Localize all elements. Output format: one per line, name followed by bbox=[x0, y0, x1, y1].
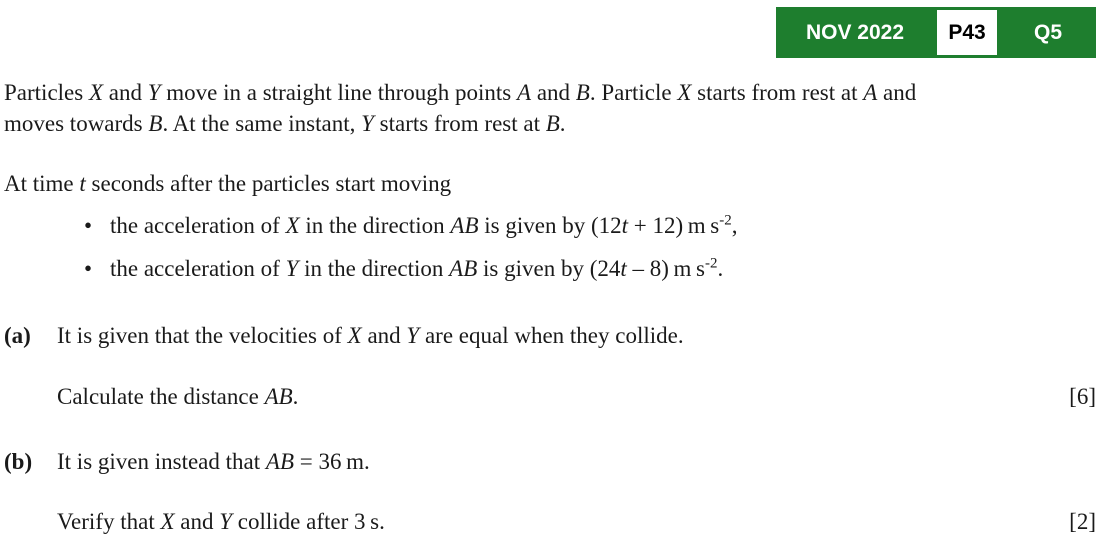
part-b-label: (b) bbox=[4, 449, 33, 474]
acceleration-x-item: the acceleration of X in the direction AB is given by (12t + 12) m $s^{-2}$, bbox=[110, 212, 738, 238]
part-a-label: (a) bbox=[4, 323, 31, 348]
part-b-instruction: Verify that X and Y collide after 3 s. bbox=[57, 509, 385, 534]
question-reference-tag bbox=[776, 7, 1096, 58]
part-a-instruction: Calculate the distance AB. bbox=[57, 384, 299, 409]
part-a-marks: [6] bbox=[1069, 384, 1096, 409]
time-statement: At time t seconds after the particles start moving bbox=[4, 171, 452, 196]
part-b-marks: [2] bbox=[1069, 509, 1096, 534]
bullet-icon: • bbox=[84, 213, 93, 238]
acceleration-y-item: the acceleration of Y in the direction AB is given by (24t – 8) m $s^{-2}$. bbox=[110, 255, 724, 281]
exam-session-label: NOV 2022 bbox=[776, 7, 934, 58]
bullet-icon: • bbox=[84, 256, 93, 281]
part-a-question: It is given that the velocities of X and Y are equal when they collide. bbox=[57, 323, 684, 348]
part-b-question: It is given instead that AB = 36 m. bbox=[57, 449, 370, 474]
intro-line-2: moves towards B. At the same instant, Y starts from rest at B. bbox=[4, 111, 566, 136]
intro-line-1: Particles X and Y move in a straight line through points A and B. Particle X starts from rest at A and bbox=[4, 80, 917, 105]
question-number-label: Q5 bbox=[1000, 7, 1096, 58]
paper-number-label: P43 bbox=[934, 7, 1000, 58]
